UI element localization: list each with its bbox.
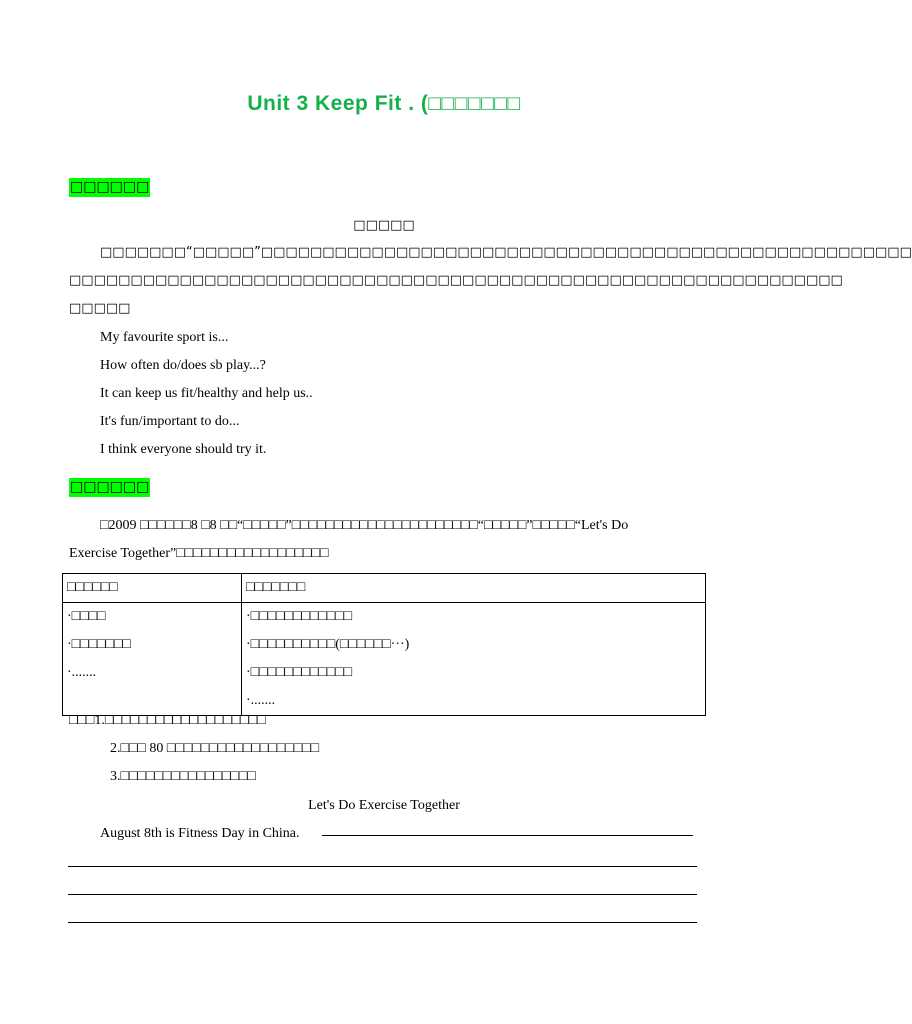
- essay-start-sentence: August 8th is Fitness Day in China.: [100, 826, 300, 841]
- phrase-item: How often do/does sb play...?: [100, 358, 266, 373]
- requirement-item: □□□1.□□□□□□□□□□□□□□□□□□□: [69, 713, 266, 728]
- phrase-item: My favourite sport is...: [100, 330, 229, 345]
- phrase-item: I think everyone should try it.: [100, 442, 267, 457]
- list-item: ·.......: [67, 665, 97, 680]
- paragraph-line-1: □□□□□□□“□□□□□”□□□□□□□□□□□□□□□□□□□□□□□□□□□□□□□□□□□□□□□□□□□□□□□□□□□□□: [100, 245, 912, 260]
- answer-blank-line[interactable]: [68, 894, 697, 895]
- table-row: [63, 603, 706, 716]
- answer-blank-line[interactable]: [322, 835, 693, 836]
- essay-title: Let's Do Exercise Together: [308, 798, 460, 813]
- writing-prompt-line-2: Exercise Together”□□□□□□□□□□□□□□□□□□: [69, 546, 329, 561]
- phrase-item: It can keep us fit/healthy and help us..: [100, 386, 313, 401]
- table-header-cell: □□□□□□: [63, 574, 242, 603]
- paragraph-line-3: □□□□□: [69, 301, 131, 316]
- outline-table: [62, 573, 706, 716]
- page-title: Unit 3 Keep Fit . (□□□□□□□: [247, 92, 521, 115]
- answer-blank-line[interactable]: [68, 922, 697, 923]
- table-header-cell: □□□□□□□: [242, 574, 706, 603]
- list-item: ·□□□□□□□□□□□□: [246, 609, 353, 624]
- list-item: ·□□□□□□□□□□(□□□□□□···): [246, 637, 410, 652]
- requirement-item: 3.□□□□□□□□□□□□□□□□: [110, 769, 256, 784]
- table-cell-col1: [63, 603, 242, 716]
- reading-subheading: □□□□□: [353, 218, 415, 233]
- table-header-row: [63, 574, 706, 603]
- table-cell-col2: [242, 603, 706, 716]
- section-heading-2: □□□□□□: [70, 479, 150, 495]
- list-item: ·□□□□: [67, 609, 106, 624]
- answer-blank-line[interactable]: [68, 866, 697, 867]
- phrase-item: It's fun/important to do...: [100, 414, 240, 429]
- list-item: ·.......: [246, 693, 276, 708]
- list-item: ·□□□□□□□□□□□□: [246, 665, 353, 680]
- list-item: ·□□□□□□□: [67, 637, 131, 652]
- section-heading-1: □□□□□□: [70, 179, 150, 195]
- paragraph-line-2: □□□□□□□□□□□□□□□□□□□□□□□□□□□□□□□□□□□□□□□□□□□□□□□□□□□□□□□□□□□□□□□: [69, 273, 843, 288]
- writing-prompt-line-1: □2009 □□□□□□8 □8 □□“□□□□□”□□□□□□□□□□□□□□□□□□□□□□“□□□□□”□□□□□“Let's Do: [100, 518, 629, 533]
- requirement-item: 2.□□□ 80 □□□□□□□□□□□□□□□□□□: [110, 741, 320, 756]
